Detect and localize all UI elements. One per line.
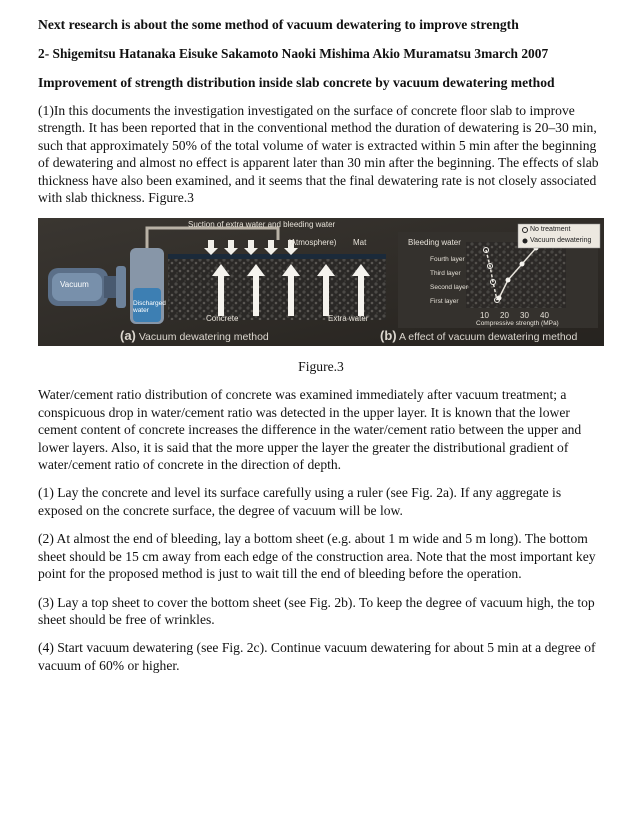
caption-a-letter: (a) (120, 328, 136, 344)
bleeding-water-label: Bleeding water (408, 238, 461, 248)
figure-photo (38, 218, 604, 346)
caption-b-text: A effect of vacuum dewatering method (398, 331, 578, 344)
extra-water-label: Extra water (328, 314, 369, 324)
caption-b (380, 328, 577, 343)
layer-label-3: Third layer (430, 270, 461, 278)
authors-line: 2- Shigemitsu Hatanaka Eisuke Sakamoto Naoki Mishima Akio Muramatsu 3march 2007 (38, 46, 549, 61)
x-tick-20: 20 (500, 311, 509, 321)
mat-label: Mat (353, 238, 367, 248)
intro-heading: Next research is about the some method of vacuum dewatering to improve strength (38, 17, 519, 32)
document-page (38, 16, 604, 674)
suction-label: Suction of extra water and bleeding water (188, 220, 336, 230)
vacuum-label: Vacuum (60, 280, 89, 290)
step-4: (4) Start vacuum dewatering (see Fig. 2c). Continue vacuum dewatering for about 5 min at a degree of vacuum of 60% or higher. (38, 640, 596, 673)
legend-vacuum: Vacuum dewatering (530, 237, 592, 245)
x-tick-40: 40 (540, 311, 549, 321)
concrete-label: Concrete (206, 314, 239, 324)
x-axis-label: Compressive strength (MPa) (476, 320, 559, 328)
layer-label-2: Second layer (430, 284, 468, 292)
legend-no-treatment: No treatment (530, 226, 571, 234)
discharged-water-label: Discharged water (133, 300, 166, 315)
x-tick-30: 30 (520, 311, 529, 321)
figure-caption: Figure.3 (298, 359, 344, 375)
layer-label-1: First layer (430, 298, 459, 306)
concrete-slab (168, 258, 386, 320)
caption-a (120, 328, 269, 343)
caption-a-text: Vacuum dewatering method (138, 331, 269, 344)
step-3: (3) Lay a top sheet to cover the bottom sheet (see Fig. 2b). To keep the degree of vacuum high, the top sheet should be free of wrinkles. (38, 594, 595, 627)
step-1: (1) Lay the concrete and level its surface carefully using a ruler (see Fig. 2a). If any aggregate is exposed on the concrete surface, the degree of vacuum will be low. (38, 485, 562, 518)
layer-label-4: Fourth layer (430, 256, 465, 264)
caption-b-letter: (b) (380, 328, 397, 344)
paragraph-2: Water/cement ratio distribution of concrete was examined immediately after vacuum treatment; a conspicuous drop in water/cement ratio was detected in the upper layer. It is known that the lower cement content of concrete increases the difference in the water/cement ratio between the upper and lower layers. Also, it is said that the more upper the layer the greater the distributional gradient of water/cement ratio of concrete in the direction of depth. (38, 387, 582, 473)
paragraph-1: (1)In this documents the investigation investigated on the surface of concrete floor slab to improve strength. It has been reported that in the conventional method the duration of dewatering is 20–30 min, such that approximately 50% of the total volume of water is extracted within 5 min after the beginning of dewatering and almost no effect is apparent later than 30 min after the beginning. The effects of slab thickness have also been examined, and it seems that the final dewatering rate is not closely associated with slab thickness. Figure.3 (38, 103, 599, 206)
step-2: (2) At almost the end of bleeding, lay a bottom sheet (e.g. about 1 m wide and 5 m long). The bottom sheet should be 15 cm away from each edge of the construction area. Note that the most important key point for the proposed method is just to wait till the end of bleeding before the operation. (38, 531, 596, 582)
x-tick-10: 10 (480, 311, 489, 321)
atmosphere-label: (Atmosphere) (288, 238, 337, 248)
paper-title: Improvement of strength distribution inside slab concrete by vacuum dewatering method (38, 75, 555, 90)
